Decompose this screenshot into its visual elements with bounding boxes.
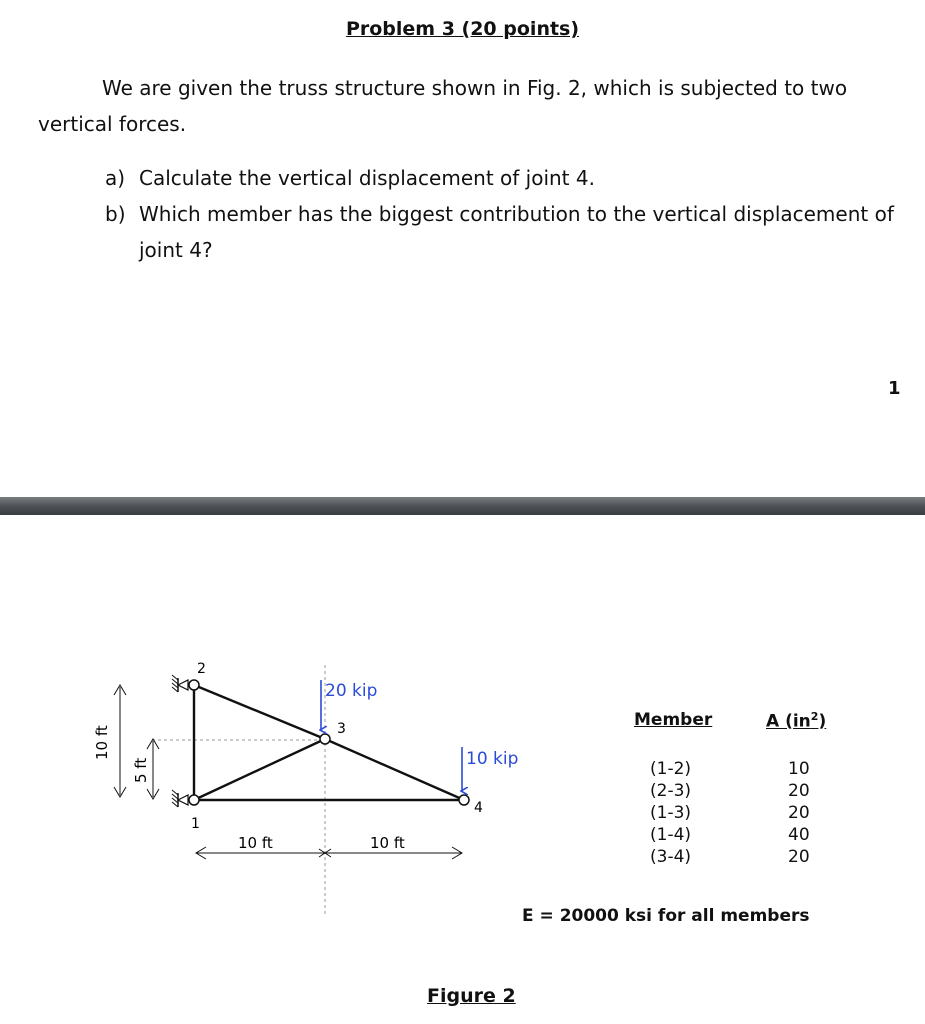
table-row-member: (3-4) bbox=[650, 847, 692, 867]
table-row-area: 40 bbox=[788, 825, 810, 845]
table-row-area: 20 bbox=[788, 803, 810, 823]
load-20-kip-label: 20 kip bbox=[325, 681, 378, 701]
question-b-label: b) bbox=[105, 202, 126, 226]
table-header-member: Member bbox=[634, 710, 713, 730]
page-number: 1 bbox=[888, 378, 901, 399]
dimension-span bbox=[196, 847, 462, 859]
member-2-3 bbox=[194, 685, 325, 739]
load-10-kip-label: 10 kip bbox=[466, 749, 519, 769]
table-member-column bbox=[650, 758, 691, 868]
table-header-area-suffix: ) bbox=[818, 711, 827, 732]
problem-intro: We are given the truss structure shown in Fig. 2, which is subjected to two vertical forces. bbox=[38, 76, 848, 136]
table-row-member: (1-2) bbox=[650, 759, 692, 779]
joint-1-label: 1 bbox=[191, 816, 200, 832]
dimension-height-total bbox=[114, 685, 126, 797]
table-row-area: 20 bbox=[788, 847, 810, 867]
table-header-area-prefix: A (in bbox=[766, 711, 811, 732]
question-b bbox=[105, 196, 905, 268]
problem-title: Problem 3 (20 points) bbox=[345, 18, 580, 40]
table-row-area: 10 bbox=[788, 759, 810, 779]
joint-2-label: 2 bbox=[197, 661, 206, 677]
joint-4 bbox=[459, 795, 469, 805]
support-joint-2 bbox=[172, 675, 188, 692]
table-row-member: (1-3) bbox=[650, 803, 692, 823]
dimension-height-total-label: 10 ft bbox=[93, 725, 111, 760]
page-divider bbox=[0, 497, 925, 515]
joint-2 bbox=[189, 680, 199, 690]
table-header-area bbox=[766, 710, 826, 732]
table-row-member: (1-4) bbox=[650, 825, 692, 845]
question-a-text: Calculate the vertical displacement of joint 4. bbox=[139, 166, 595, 190]
joint-4-label: 4 bbox=[474, 800, 483, 816]
joint-1 bbox=[189, 795, 199, 805]
question-b-text: Which member has the biggest contribution to the vertical displacement of joint 4? bbox=[139, 202, 894, 262]
table-area-column bbox=[788, 758, 810, 868]
joint-3 bbox=[320, 734, 330, 744]
dimension-span-right-label: 10 ft bbox=[370, 834, 405, 852]
member-3-4 bbox=[325, 739, 464, 800]
table-header-area-sup: 2 bbox=[810, 710, 819, 723]
figure-caption: Figure 2 bbox=[427, 985, 516, 1007]
question-list bbox=[105, 160, 905, 268]
question-a-label: a) bbox=[105, 166, 126, 190]
question-a bbox=[105, 160, 905, 196]
truss-figure bbox=[0, 515, 520, 955]
material-note: E = 20000 ksi for all members bbox=[522, 906, 810, 926]
joint-3-label: 3 bbox=[337, 721, 346, 737]
support-joint-1 bbox=[172, 790, 188, 807]
member-1-3 bbox=[194, 739, 325, 800]
table-row-member: (2-3) bbox=[650, 781, 692, 801]
dimension-span-left-label: 10 ft bbox=[238, 834, 273, 852]
dimension-height-half-label: 5 ft bbox=[132, 757, 150, 783]
table-row-area: 20 bbox=[788, 781, 810, 801]
